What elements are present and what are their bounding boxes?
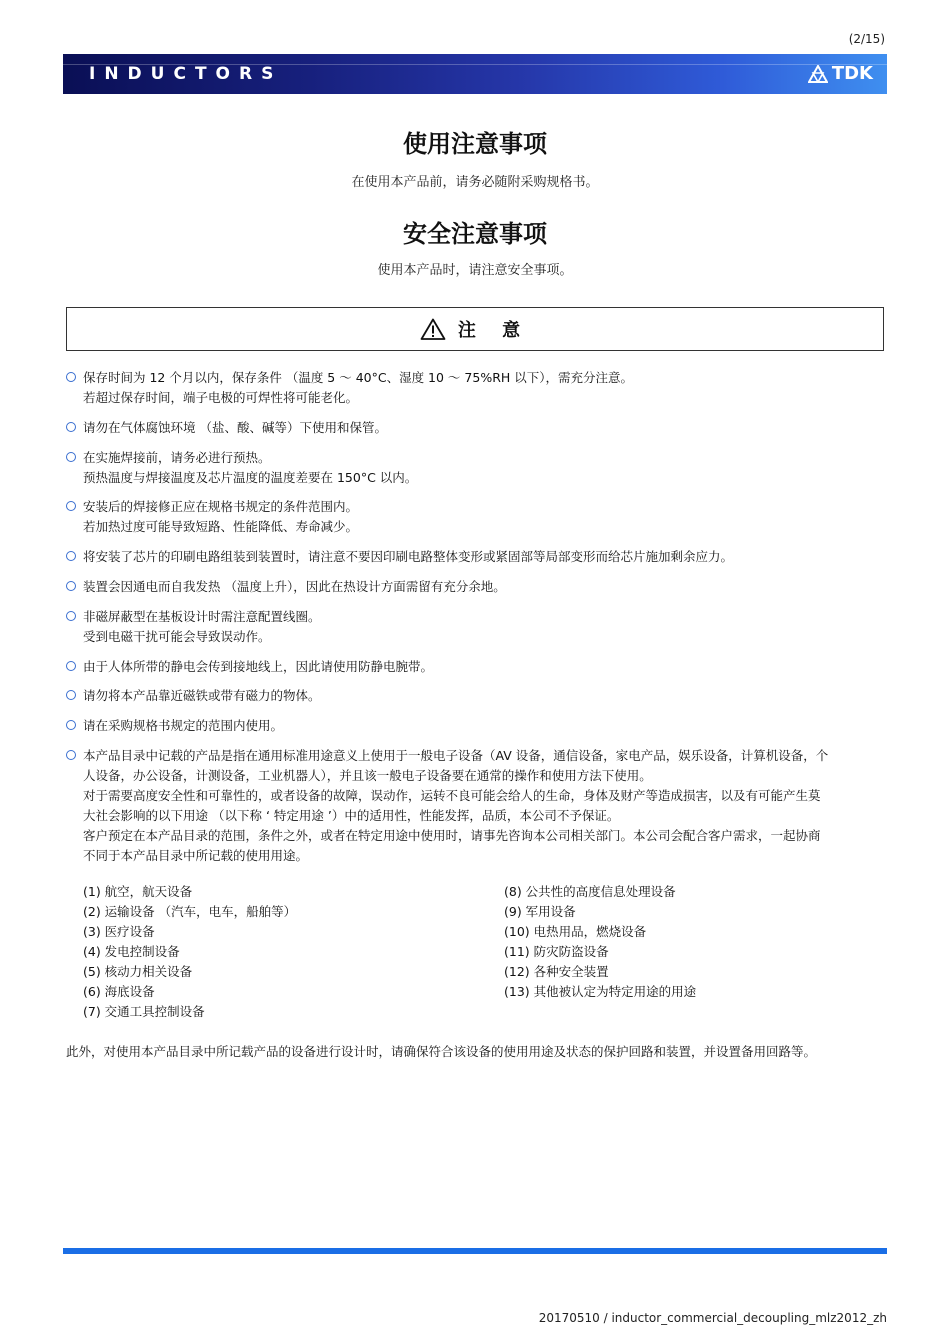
final-note: 此外，对使用本产品目录中所记载产品的设备进行设计时，请确保符合该设备的使用用途及状态的保护回路和装置，并设置备用回路等。 [66,1044,817,1059]
list-item-text: 预热温度与焊接温度及芯片温度的温度差要在 150°C 以内。 [83,469,418,485]
application-item: (3) 医疗设备 [83,924,155,939]
list-item-text: 由于人体所带的静电会传到接地线上，因此请使用防静电腕带。 [83,658,434,674]
list-item [66,577,888,597]
list-item [66,716,888,736]
warning-icon [420,318,446,340]
precaution-list [66,368,888,876]
caution-label: 注 意 [457,320,531,341]
list-item [66,746,888,866]
circle-bullet-icon [66,661,76,671]
application-item: (13) 其他被认定为特定用途的用途 [504,984,697,999]
circle-bullet-icon [66,750,76,760]
header-banner [63,54,887,94]
circle-bullet-icon [66,422,76,432]
bottom-rule [63,1248,887,1254]
section-title: INDUCTORS [89,64,283,84]
list-item-text: 请勿将本产品靠近磁铁或带有磁力的物体。 [83,688,321,704]
page-number: (2/15) [848,32,885,46]
safety-precautions-subtitle: 使用本产品时，请注意安全事项。 [377,263,573,278]
applications-left-column [83,882,504,1022]
list-item [66,547,888,567]
application-item: (1) 航空，航天设备 [83,884,193,899]
circle-bullet-icon [66,372,76,382]
tdk-logo-icon [808,65,828,83]
list-item-text: 若超过保存时间，端子电极的可焊性将可能老化。 [83,390,359,405]
circle-bullet-icon [66,501,76,511]
application-item: (11) 防灾防盗设备 [504,944,609,959]
application-item: (8) 公共性的高度信息处理设备 [504,884,676,899]
application-item: (9) 军用设备 [504,904,576,919]
usage-precautions-subtitle: 在使用本产品前，请务必随附采购规格书。 [351,175,599,190]
specific-applications-list [83,882,888,1022]
circle-bullet-icon [66,690,76,700]
brand-name: TDK [831,63,873,84]
list-item-text: 受到电磁干扰可能会导致误动作。 [83,628,271,644]
list-item-text: 装置会因通电而自我发热 （温度上升），因此在热设计方面需留有充分余地。 [83,578,506,594]
application-item: (5) 核动力相关设备 [83,964,193,979]
list-item-text: 人设备，办公设备，计测设备，工业机器人），并且该一般电子设备要在通常的操作和使用方法下使用。 [83,767,652,783]
list-item-text: 若加热过度可能导致短路、性能降低、寿命减少。 [83,519,359,535]
application-item: (4) 发电控制设备 [83,944,180,959]
safety-precautions-title: 安全注意事项 [403,220,547,248]
circle-bullet-icon [66,452,76,462]
application-item: (2) 运输设备 （汽车，电车，船舶等） [83,904,297,919]
circle-bullet-icon [66,581,76,591]
list-item [66,497,888,537]
application-item: (7) 交通工具控制设备 [83,1004,205,1019]
list-item [66,418,888,438]
list-item-text: 本产品目录中记载的产品是指在通用标准用途意义上使用于一般电子设备（AV 设备，通信设备，家电产品，娱乐设备，计算机设备，个 [83,747,829,763]
circle-bullet-icon [66,611,76,621]
circle-bullet-icon [66,551,76,561]
list-item [66,657,888,677]
application-item: (12) 各种安全装置 [504,964,609,979]
list-item-text: 在实施焊接前，请务必进行预热。 [83,449,271,465]
list-item-text: 非磁屏蔽型在基板设计时需注意配置线圈。 [83,608,321,624]
list-item-text: 请勿在气体腐蚀环境 （盐、酸、碱等）下使用和保管。 [83,419,387,435]
list-item-text: 不同于本产品目录中所记载的使用用途。 [83,847,309,863]
list-item [66,607,888,647]
list-item [66,686,888,706]
tdk-logo [808,63,873,84]
list-item [66,368,888,408]
application-item: (6) 海底设备 [83,984,155,999]
list-item-text: 大社会影响的以下用途 （以下称 ‘ 特定用途 ’）中的适用性，性能发挥，品质，本公司不予保证。 [83,807,620,823]
applications-right-column [504,882,884,1022]
application-item: (10) 电热用品，燃烧设备 [504,924,647,939]
list-item [66,448,888,488]
document-footer: 20170510 / inductor_commercial_decoupling_mlz2012_zh [538,1311,887,1325]
list-item-text: 将安装了芯片的印刷电路组装到装置时，请注意不要因印刷电路整体变形或紧固部等局部变形而给芯片施加剩余应力。 [83,549,734,565]
list-item-text: 请在采购规格书规定的范围内使用。 [83,718,284,734]
usage-precautions-title: 使用注意事项 [403,130,547,158]
list-item-text: 保存时间为 12 个月以内，保存条件 （温度 5 ～ 40°C、湿度 10 ～ 75%RH 以下），需充分注意。 [83,370,634,385]
circle-bullet-icon [66,720,76,730]
caution-header-box [66,307,884,351]
list-item-text: 安装后的焊接修正应在规格书规定的条件范围内。 [83,499,359,515]
list-item-text: 客户预定在本产品目录的范围，条件之外，或者在特定用途中使用时，请事先咨询本公司相关部门。本公司会配合客户需求，一起协商 [83,827,821,843]
list-item-text: 对于需要高度安全性和可靠性的，或者设备的故障，误动作，运转不良可能会给人的生命，身体及财产等造成损害，以及有可能产生莫 [83,787,821,803]
